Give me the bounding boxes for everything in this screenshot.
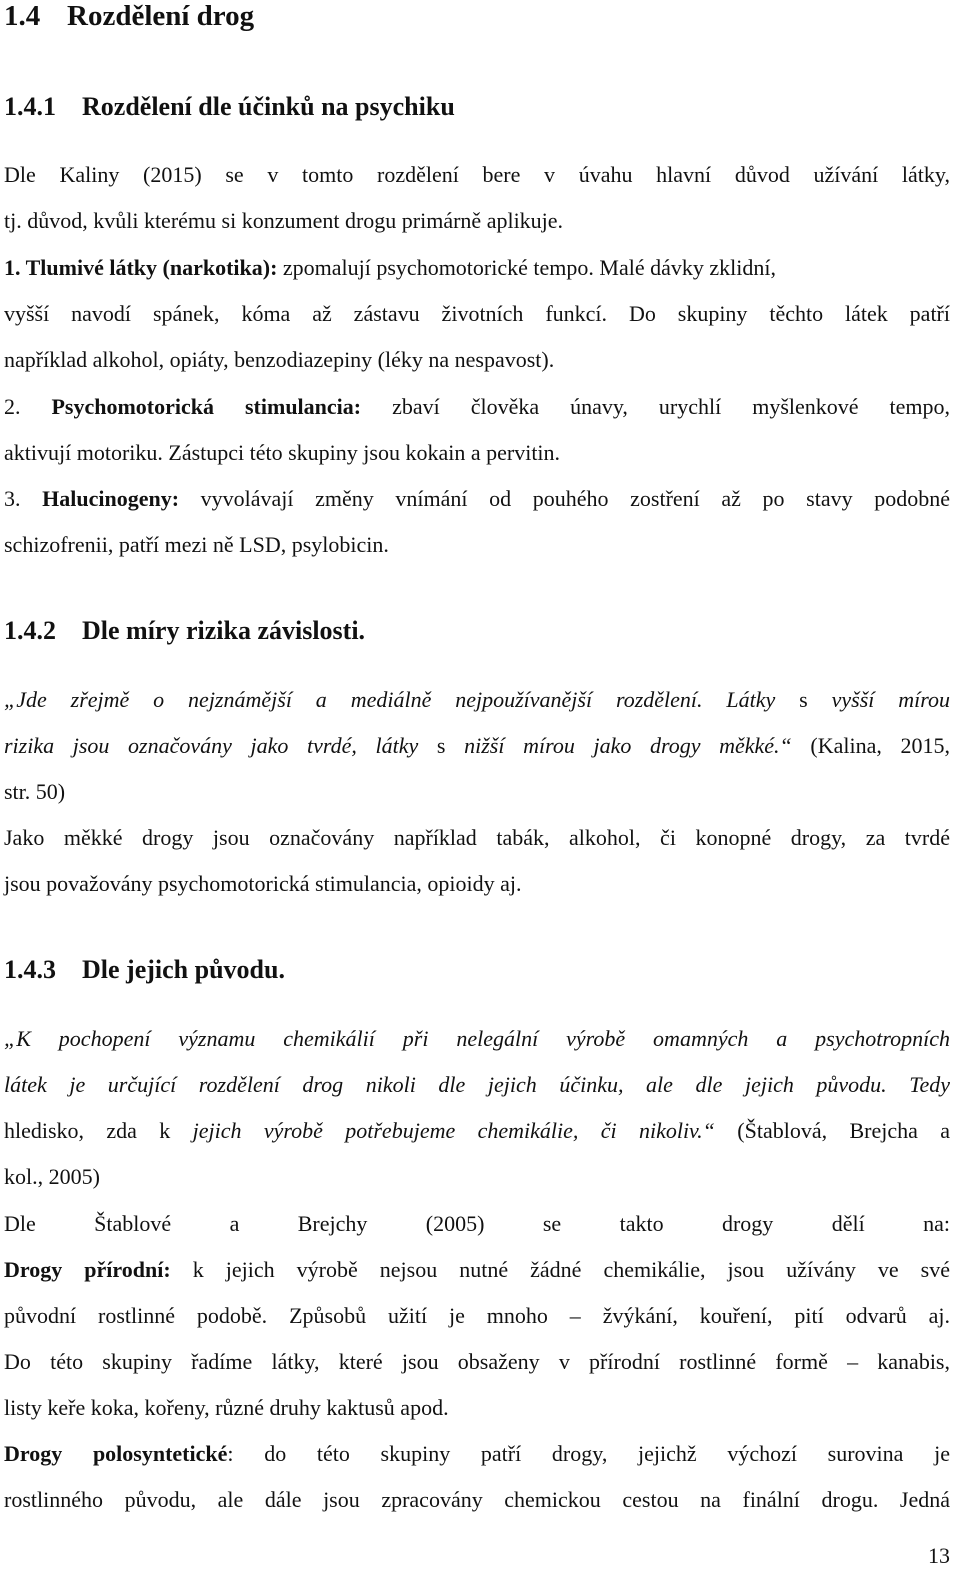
term-label: Drogy přírodní: (4, 1257, 171, 1282)
term-text: k jejich výrobě nejsou nutné žádné chemikálie, jsou užívány ve své (170, 1257, 950, 1282)
paragraph-line: vyšší navodí spánek, kóma až zástavu životních funkcí. Do skupiny těchto látek patří (4, 301, 950, 326)
quote-line (4, 1117, 950, 1145)
quote-text: nižší mírou jako drogy měkké.“ (464, 733, 792, 758)
list-item-3-line (4, 485, 950, 513)
paragraph-line: rostlinného původu, ale dále jsou zpracovány chemickou cestou na finální drogu. Jedná (4, 1487, 950, 1512)
page-number: 13 (928, 1543, 950, 1568)
list-item-text: vyvolávají změny vnímání od pouhého zostření až po stavy podobné (179, 486, 951, 511)
paragraph-line: jsou považovány psychomotorická stimulancia, opioidy aj. (4, 871, 522, 896)
subsection-title: Dle míry rizika závislosti. (82, 616, 366, 645)
list-item-number: 2. (4, 394, 21, 419)
quote-line: látek je určující rozdělení drog nikoli dle jejich účinku, ale dle jejich původu. Tedy (4, 1072, 950, 1097)
quote-text: vyšší mírou (831, 687, 950, 712)
paragraph-line: Do této skupiny řadíme látky, které jsou obsaženy v přírodní rostlinné formě – kanabis, (4, 1349, 950, 1374)
subsection-heading-1 (4, 92, 455, 122)
quote-text: „Jde zřejmě o nejznámější a mediálně nejpoužívanější rozdělení. Látky (4, 687, 776, 712)
list-item-label: Halucinogeny: (20, 486, 180, 511)
quote-text: rizika jsou označovány jako tvrdé, látky (4, 733, 419, 758)
subsection-title: Dle jejich původu. (82, 955, 285, 984)
quote-line (4, 732, 950, 760)
subsection-heading-2 (4, 616, 365, 646)
citation-line: kol., 2005) (4, 1164, 100, 1189)
subsection-title: Rozdělení dle účinků na psychiku (82, 92, 455, 121)
list-item-number: 3. (4, 486, 21, 511)
list-item-label: 1. Tlumivé látky (narkotika): (4, 255, 278, 280)
paragraph-line (4, 1440, 950, 1468)
paragraph-line (4, 1256, 950, 1284)
quote-line (4, 686, 950, 714)
quote-text: hledisko, zda k (4, 1118, 171, 1143)
subsection-number: 1.4.2 (4, 616, 56, 645)
paragraph-line: schizofrenii, patří mezi ně LSD, psylobicin. (4, 532, 389, 557)
paragraph-line: listy keře koka, kořeny, různé druhy kaktusů apod. (4, 1395, 449, 1420)
term-text: : do této skupiny patří drogy, jejichž výchozí surovina je (227, 1441, 950, 1466)
quote-line: „K pochopení významu chemikálií při nelegální výrobě omamných a psychotropních (4, 1026, 950, 1051)
list-item-text: zbaví člověka únavy, urychlí myšlenkové tempo, (361, 394, 950, 419)
list-item-1-line (4, 254, 950, 282)
subsection-number: 1.4.3 (4, 955, 56, 984)
term-label: Drogy polosyntetické (4, 1441, 228, 1466)
quote-text: jejich výrobě potřebujeme chemikálie, či nikoliv.“ (170, 1118, 715, 1143)
subsection-heading-3 (4, 955, 285, 985)
citation: (Štablová, Brejcha a (714, 1118, 950, 1143)
citation-line: str. 50) (4, 779, 66, 804)
quote-text: s (775, 687, 832, 712)
paragraph-line: Dle Kaliny (2015) se v tomto rozdělení bere v úvahu hlavní důvod užívání látky, (4, 162, 950, 187)
list-item-label: Psychomotorická stimulancia: (20, 394, 362, 419)
section-title: Rozdělení drog (67, 0, 255, 32)
citation: (Kalina, 2015, (791, 733, 950, 758)
paragraph-line: aktivují motoriku. Zástupci této skupiny jsou kokain a pervitin. (4, 440, 561, 465)
paragraph-line: Dle Štablové a Brejchy (2005) se takto drogy dělí na: (4, 1211, 950, 1236)
section-number: 1.4 (4, 0, 41, 32)
subsection-number: 1.4.1 (4, 92, 56, 121)
section-heading (4, 0, 254, 33)
paragraph-line: původní rostlinné podobě. Způsobů užití je mnoho – žvýkání, kouření, pití odvarů aj. (4, 1303, 950, 1328)
list-item-text: zpomalují psychomotorické tempo. Malé dávky zklidní, (277, 255, 776, 280)
paragraph-line: například alkohol, opiáty, benzodiazepiny (léky na nespavost). (4, 347, 555, 372)
list-item-2-line (4, 393, 950, 421)
paragraph-line: Jako měkké drogy jsou označovány například tabák, alkohol, či konopné drogy, za tvrdé (4, 825, 950, 850)
quote-text: s (418, 733, 465, 758)
paragraph-line: tj. důvod, kvůli kterému si konzument drogu primárně aplikuje. (4, 208, 564, 233)
